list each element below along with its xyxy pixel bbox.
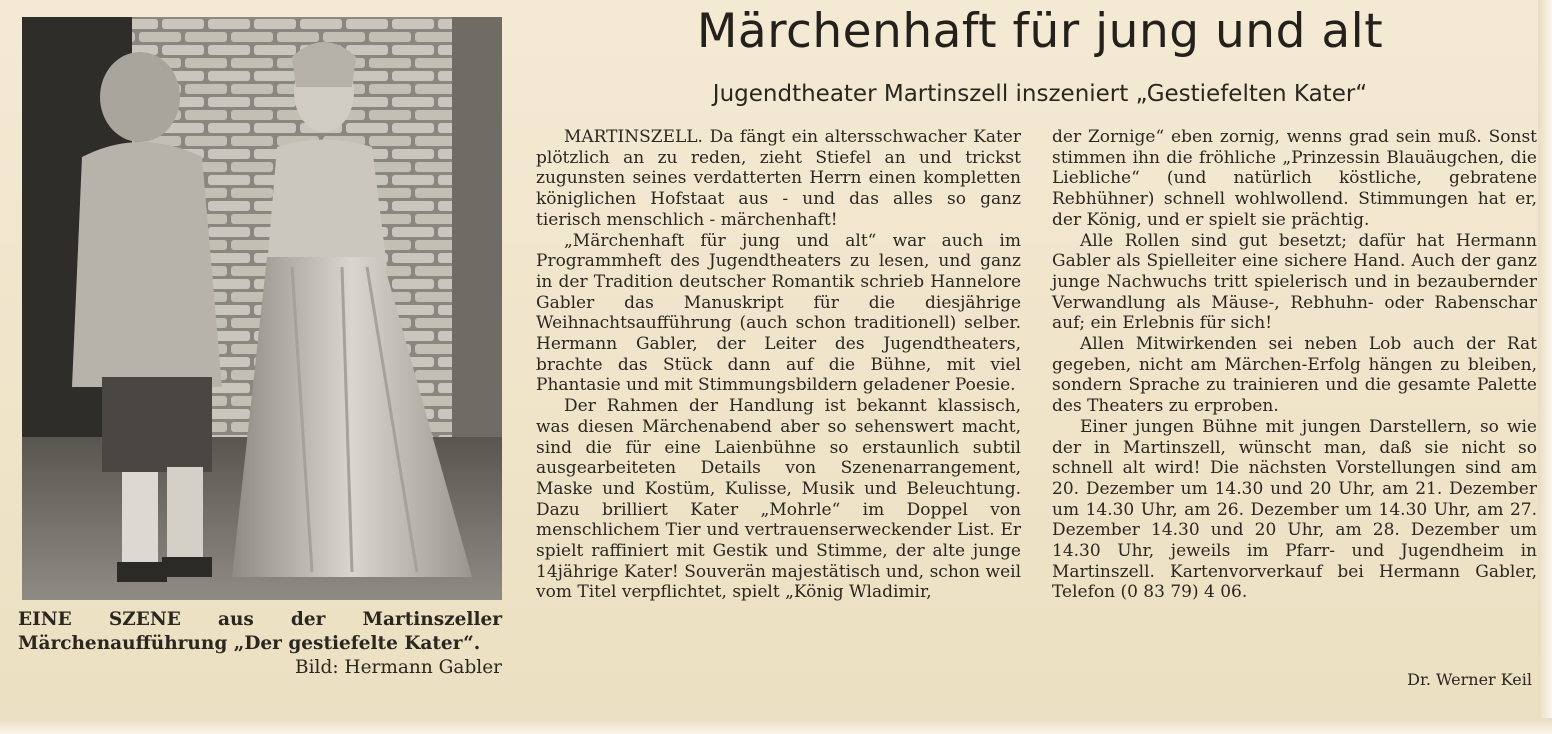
photo-caption <box>18 608 502 680</box>
column-2-paragraph: Allen Mitwirkenden sei neben Lob auch der Rat gegeben, nicht am Märchen-Erfolg hängen zu bleiben, sondern Sprache zu trainieren und die gesamte Palette des Theaters zu erproben. <box>1052 334 1537 417</box>
scene-photo-image <box>22 17 502 600</box>
article-byline: Dr. Werner Keil <box>1407 670 1532 689</box>
photo-credit: Bild: Hermann Gabler <box>295 657 502 678</box>
column-2-paragraph: der Zornige“ eben zornig, wenns grad sein muß. Sonst stimmen ihn die fröhliche „Prinzessin Blauäugchen, die Liebliche“ (und natürlich köstliche, gebratene Rebhühner) schnell wohlwollend. Stimmungen hat er, der König, und er spielt sie prächtig. <box>1052 127 1537 230</box>
article-column-2 <box>1052 127 1537 603</box>
scene-photo <box>22 17 502 600</box>
paper-edge-bottom <box>0 718 1552 734</box>
paper-edge-right <box>1538 0 1552 734</box>
column-2-paragraph: Alle Rollen sind gut besetzt; dafür hat Hermann Gabler als Spielleiter eine sichere Hand. Auch der ganz junge Nachwuchs tritt spielerisch und in bezaubernder Verwandlung als Mäuse-, Rebhuhn- oder Rabenschar auf; ein Erlebnis für sich! <box>1052 230 1537 334</box>
column-1-paragraph: MARTINSZELL. Da fängt ein altersschwacher Kater plötzlich an zu reden, zieht Stiefel an und trickst zugunsten seines verdatterten Herrn einen kompletten königlichen Hofstaat aus - und das alles so ganz tierisch menschlich - märchenhaft! <box>536 127 1021 230</box>
column-1-paragraph: Der Rahmen der Handlung ist bekannt klassisch, was diesen Märchenabend aber so sehenswert macht, sind die für eine Laienbühne so erstaunlich subtil ausgearbeiteten Details von Szenenarrangement, Maske und Kostüm, Kulisse, Musik und Beleuchtung. Dazu brilliert Kater „Mohrle“ im Doppel von menschlichem Tier und vertrauenserweckender List. Er spielt raffiniert mit Gestik und Stimme, der alte junge 14jährige Kater! Souverän majestätisch und, schon weil vom Titel verpflichtet, spielt „König Wladimir, <box>536 396 1021 603</box>
article-subheadline: Jugendtheater Martinszell inszeniert „Gestiefelten Kater“ <box>712 81 1368 107</box>
article-headline: Märchenhaft für jung und alt <box>696 4 1384 59</box>
photo-caption-text: EINE SZENE aus der Martinszeller Märchenaufführung „Der gestiefelte Kater“. <box>18 609 502 654</box>
column-2-paragraph: Einer jungen Bühne mit jungen Darstellern, so wie der in Martinszell, wünscht man, daß sie nicht so schnell alt wird! Die nächsten Vorstellungen sind am 20. Dezember um 14.30 und 20 Uhr, am 21. Dezember um 14.30 Uhr, am 26. Dezember um 14.30 Uhr, am 27. Dezember 14.30 und 20 Uhr, am 28. Dezember um 14.30 Uhr, jeweils im Pfarr- und Jugendheim in Martinszell. Kartenvorverkauf bei Hermann Gabler, Telefon (0 83 79) 4 06. <box>1052 416 1537 603</box>
article-column-1 <box>536 127 1021 603</box>
column-1-paragraph: „Märchenhaft für jung und alt“ war auch im Programmheft des Jugendtheaters zu lesen, und ganz in der Tradition deutscher Romantik schrieb Hannelore Gabler das Manuskript für die diesjährige Weihnachtsaufführung (auch schon traditionell) selber. Hermann Gabler, der Leiter des Jugendtheaters, brachte das Stück dann auf die Bühne, mit viel Phantasie und mit Stimmungsbildern geladener Poesie. <box>536 230 1021 396</box>
